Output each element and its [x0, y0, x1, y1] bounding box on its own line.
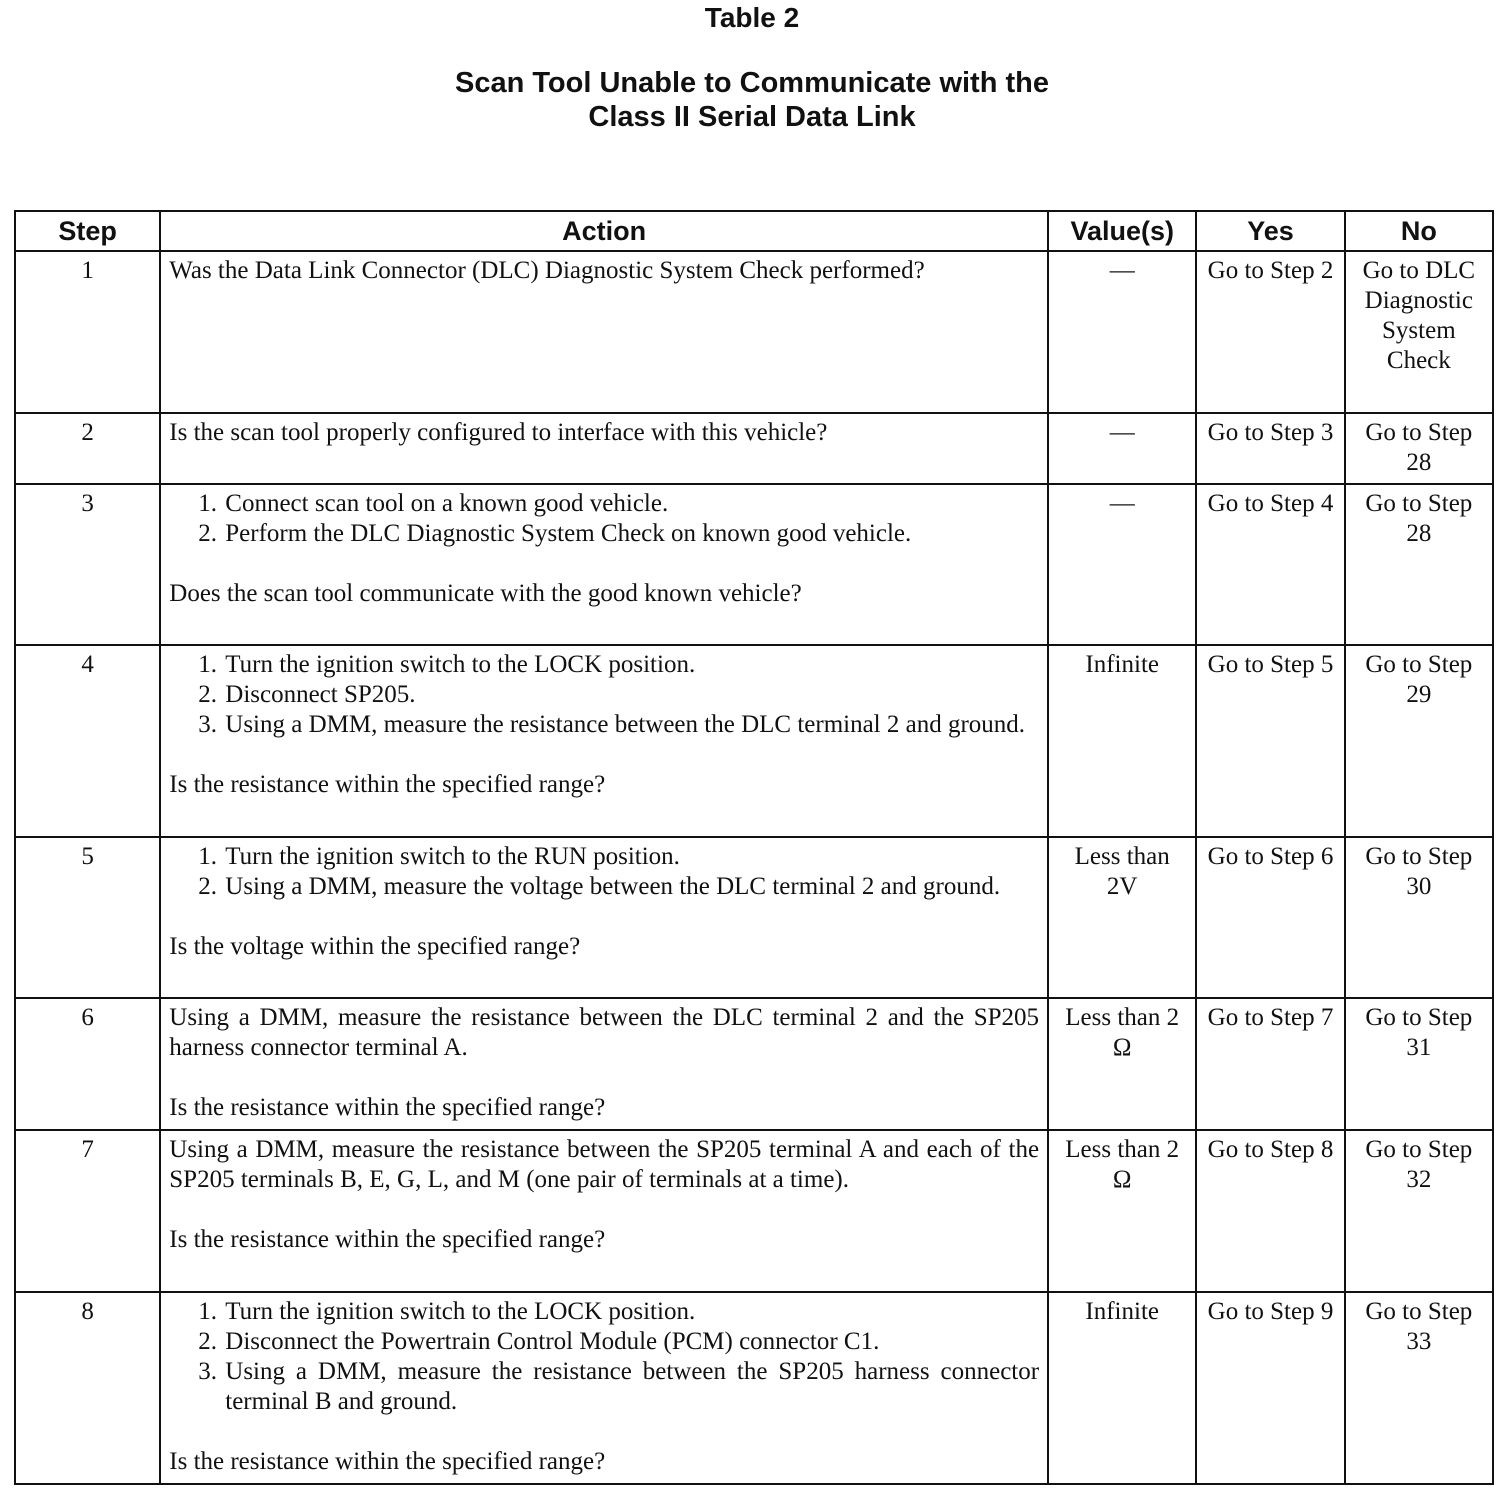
- document-title: [0, 66, 1504, 134]
- no-cell: Go to DLC Diagnostic System Check: [1345, 251, 1493, 413]
- col-header-step: Step: [15, 211, 160, 251]
- step-number-cell: 6: [15, 998, 160, 1130]
- step-number-cell: 8: [15, 1292, 160, 1484]
- step-number-cell: 3: [15, 484, 160, 645]
- title-line-2: Class II Serial Data Link: [588, 101, 916, 133]
- action-question: Is the voltage within the specified range?: [169, 933, 581, 960]
- table-row: [15, 837, 1493, 998]
- table-body: [15, 251, 1493, 1484]
- table-row: [15, 998, 1493, 1130]
- table-row: [15, 484, 1493, 645]
- value-cell: Less than 2 Ω: [1048, 998, 1196, 1130]
- no-cell: Go to Step 30: [1345, 837, 1493, 998]
- value-cell: Infinite: [1048, 1292, 1196, 1484]
- action-step-item: 3. Using a DMM, measure the resistance between the SP205 harness connector terminal B and ground.: [223, 1357, 1039, 1417]
- value-cell: —: [1048, 484, 1196, 645]
- action-steps-list: [169, 650, 1039, 740]
- action-cell: [160, 484, 1048, 645]
- action-step-item: 1. Turn the ignition switch to the RUN position.: [223, 842, 1039, 872]
- action-cell: [160, 251, 1048, 413]
- action-question: Does the scan tool communicate with the good known vehicle?: [169, 580, 802, 607]
- action-step-item: 1. Turn the ignition switch to the LOCK position.: [223, 1297, 1039, 1327]
- value-cell: —: [1048, 251, 1196, 413]
- yes-cell: Go to Step 8: [1196, 1130, 1344, 1292]
- diagnostic-table: [14, 210, 1494, 1485]
- action-text: Is the scan tool properly configured to interface with this vehicle?: [169, 419, 828, 446]
- yes-cell: Go to Step 6: [1196, 837, 1344, 998]
- table-label: Table 2: [704, 2, 800, 33]
- no-cell: Go to Step 33: [1345, 1292, 1493, 1484]
- yes-cell: Go to Step 4: [1196, 484, 1344, 645]
- action-cell: [160, 837, 1048, 998]
- action-cell: [160, 998, 1048, 1130]
- no-cell: Go to Step 32: [1345, 1130, 1493, 1292]
- action-step-item: 1. Turn the ignition switch to the LOCK position.: [223, 650, 1039, 680]
- col-header-yes: Yes: [1196, 211, 1344, 251]
- action-step-item: 1. Connect scan tool on a known good vehicle.: [223, 489, 1039, 519]
- header-row: [15, 211, 1493, 251]
- value-cell: Infinite: [1048, 645, 1196, 837]
- no-cell: Go to Step 31: [1345, 998, 1493, 1130]
- value-cell: Less than 2V: [1048, 837, 1196, 998]
- action-text: Using a DMM, measure the resistance between the DLC terminal 2 and the SP205 harness connector terminal A.: [169, 1004, 1040, 1061]
- step-number-cell: 5: [15, 837, 160, 998]
- action-question: Is the resistance within the specified range?: [169, 1094, 606, 1121]
- action-step-item: 2. Disconnect SP205.: [223, 680, 1039, 710]
- action-cell: [160, 1130, 1048, 1292]
- no-cell: Go to Step 29: [1345, 645, 1493, 837]
- step-number-cell: 2: [15, 413, 160, 484]
- table-row: [15, 413, 1493, 484]
- action-question: Is the resistance within the specified range?: [169, 1448, 606, 1475]
- action-cell: [160, 645, 1048, 837]
- action-text: Using a DMM, measure the resistance between the SP205 terminal A and each of the SP205 terminals B, E, G, L, and M (one pair of terminals at a time).: [169, 1136, 1040, 1193]
- action-text: Was the Data Link Connector (DLC) Diagnostic System Check performed?: [169, 257, 925, 284]
- yes-cell: Go to Step 7: [1196, 998, 1344, 1130]
- action-steps-list: [169, 1297, 1039, 1417]
- yes-cell: Go to Step 3: [1196, 413, 1344, 484]
- col-header-action: Action: [160, 211, 1048, 251]
- col-header-no: No: [1345, 211, 1493, 251]
- action-step-item: 2. Disconnect the Powertrain Control Module (PCM) connector C1.: [223, 1327, 1039, 1357]
- table-row: [15, 251, 1493, 413]
- action-step-item: 2. Using a DMM, measure the voltage between the DLC terminal 2 and ground.: [223, 872, 1039, 902]
- title-line-1: Scan Tool Unable to Communicate with the: [454, 67, 1049, 99]
- table-row: [15, 1292, 1493, 1484]
- step-number-cell: 1: [15, 251, 160, 413]
- action-step-item: 3. Using a DMM, measure the resistance between the DLC terminal 2 and ground.: [223, 710, 1039, 740]
- yes-cell: Go to Step 9: [1196, 1292, 1344, 1484]
- table-header: [15, 211, 1493, 251]
- value-cell: —: [1048, 413, 1196, 484]
- value-cell: Less than 2 Ω: [1048, 1130, 1196, 1292]
- action-steps-list: [169, 489, 1039, 549]
- action-step-item: 2. Perform the DLC Diagnostic System Check on known good vehicle.: [223, 519, 1039, 549]
- step-number-cell: 4: [15, 645, 160, 837]
- col-header-values: Value(s): [1048, 211, 1196, 251]
- action-steps-list: [169, 842, 1039, 902]
- action-question: Is the resistance within the specified range?: [169, 771, 606, 798]
- action-question: Is the resistance within the specified range?: [169, 1226, 606, 1253]
- action-cell: [160, 1292, 1048, 1484]
- action-cell: [160, 413, 1048, 484]
- yes-cell: Go to Step 5: [1196, 645, 1344, 837]
- table-row: [15, 645, 1493, 837]
- yes-cell: Go to Step 2: [1196, 251, 1344, 413]
- table-row: [15, 1130, 1493, 1292]
- no-cell: Go to Step 28: [1345, 484, 1493, 645]
- no-cell: Go to Step 28: [1345, 413, 1493, 484]
- step-number-cell: 7: [15, 1130, 160, 1292]
